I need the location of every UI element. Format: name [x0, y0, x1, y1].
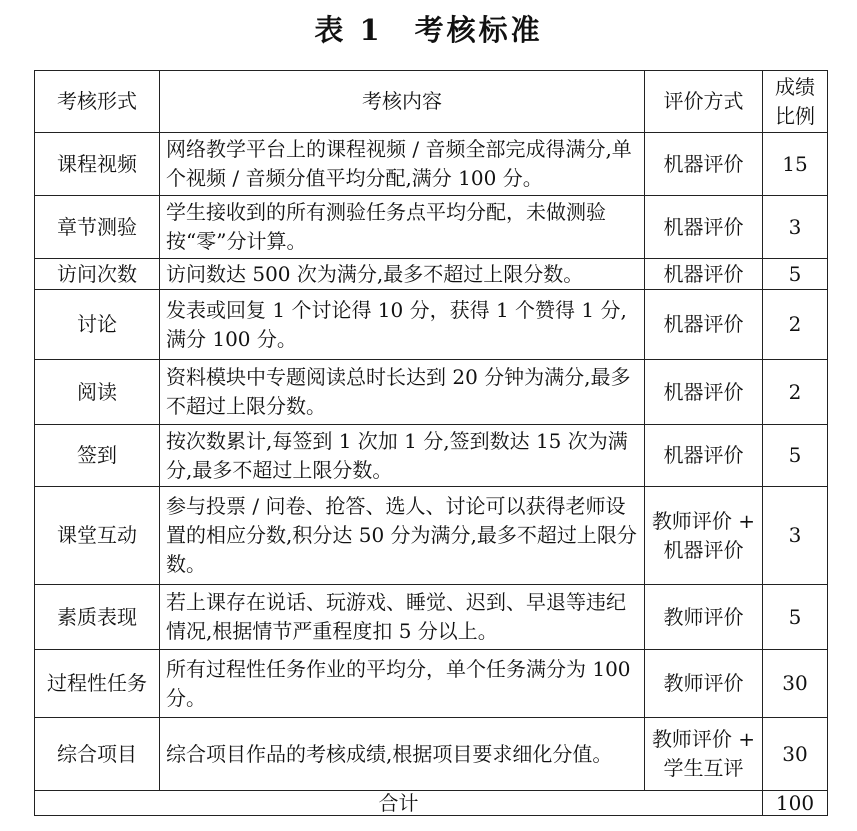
table-row	[35, 360, 828, 425]
table-row	[35, 133, 828, 196]
row-form: 章节测验	[35, 196, 160, 259]
row-content: 学生接收到的所有测验任务点平均分配，未做测验按“零”分计算。	[160, 196, 645, 259]
table-row	[35, 425, 828, 487]
row-method: 教师评价	[645, 650, 763, 718]
row-content: 综合项目作品的考核成绩,根据项目要求细化分值。	[160, 718, 645, 791]
table-row	[35, 487, 828, 585]
header-form: 考核形式	[35, 71, 160, 133]
table-row	[35, 196, 828, 259]
row-content: 参与投票 / 问卷、抢答、选人、讨论可以获得老师设置的相应分数,积分达 50 分为满分,最多不超过上限分数。	[160, 487, 645, 585]
table-row	[35, 650, 828, 718]
header-ratio-line1: 成绩	[775, 74, 815, 99]
row-content: 发表或回复 1 个讨论得 10 分，获得 1 个赞得 1 分,满分 100 分。	[160, 290, 645, 360]
row-method: 机器评价	[645, 290, 763, 360]
row-method: 机器评价	[645, 259, 763, 290]
row-method: 教师评价 + 机器评价	[645, 487, 763, 585]
table-row	[35, 290, 828, 360]
row-form: 讨论	[35, 290, 160, 360]
row-form: 素质表现	[35, 585, 160, 650]
row-method: 机器评价	[645, 133, 763, 196]
row-ratio: 5	[763, 425, 828, 487]
row-ratio: 3	[763, 487, 828, 585]
row-content: 按次数累计,每签到 1 次加 1 分,签到数达 15 次为满分,最多不超过上限分数。	[160, 425, 645, 487]
total-label: 合计	[35, 791, 763, 816]
row-ratio: 5	[763, 259, 828, 290]
header-method: 评价方式	[645, 71, 763, 133]
row-method: 机器评价	[645, 425, 763, 487]
total-ratio: 100	[763, 791, 828, 816]
assessment-table	[34, 70, 828, 816]
row-ratio: 30	[763, 718, 828, 791]
total-row	[35, 791, 828, 816]
row-ratio: 30	[763, 650, 828, 718]
row-content: 网络教学平台上的课程视频 / 音频全部完成得满分,单个视频 / 音频分值平均分配,满分 100 分。	[160, 133, 645, 196]
row-method: 教师评价	[645, 585, 763, 650]
row-ratio: 15	[763, 133, 828, 196]
row-content: 所有过程性任务作业的平均分，单个任务满分为 100 分。	[160, 650, 645, 718]
header-content: 考核内容	[160, 71, 645, 133]
row-content: 访问数达 500 次为满分,最多不超过上限分数。	[160, 259, 645, 290]
header-row	[35, 71, 828, 133]
row-form: 综合项目	[35, 718, 160, 791]
row-form: 访问次数	[35, 259, 160, 290]
row-form: 课程视频	[35, 133, 160, 196]
row-content: 资料模块中专题阅读总时长达到 20 分钟为满分,最多不超过上限分数。	[160, 360, 645, 425]
header-ratio	[763, 71, 828, 133]
table-title: 表 1 考核标准	[314, 13, 543, 47]
row-form: 课堂互动	[35, 487, 160, 585]
row-ratio: 5	[763, 585, 828, 650]
table-row	[35, 718, 828, 791]
row-form: 阅读	[35, 360, 160, 425]
row-content: 若上课存在说话、玩游戏、睡觉、迟到、早退等违纪情况,根据情节严重程度扣 5 分以上。	[160, 585, 645, 650]
row-ratio: 2	[763, 360, 828, 425]
row-ratio: 3	[763, 196, 828, 259]
table-row	[35, 585, 828, 650]
row-ratio: 2	[763, 290, 828, 360]
row-method: 教师评价 + 学生互评	[645, 718, 763, 791]
header-ratio-line2: 比例	[775, 103, 815, 128]
row-form: 过程性任务	[35, 650, 160, 718]
row-method: 机器评价	[645, 196, 763, 259]
table-row	[35, 259, 828, 290]
row-form: 签到	[35, 425, 160, 487]
row-method: 机器评价	[645, 360, 763, 425]
